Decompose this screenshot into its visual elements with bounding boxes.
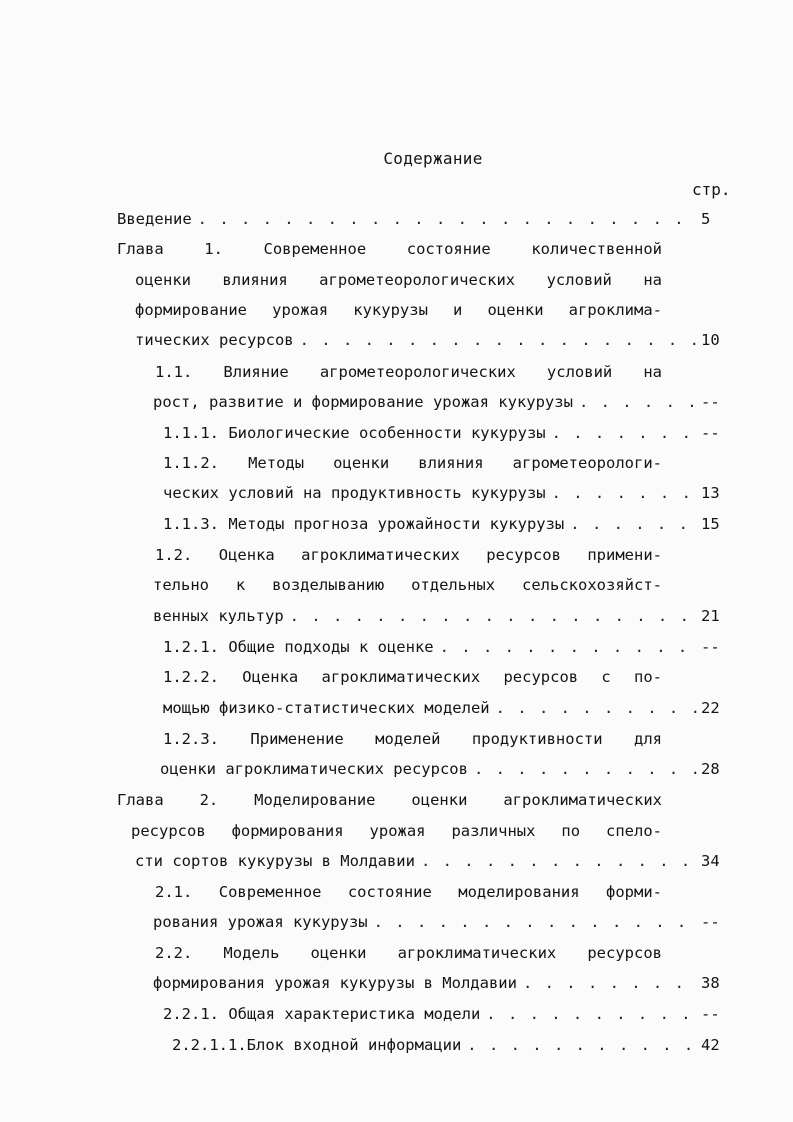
toc-chapter-2-line[interactable]: Глава 2. Моделирование оценки агроклиматических <box>117 791 662 809</box>
toc-entry-1-2-1[interactable] <box>163 634 697 660</box>
dot-leader <box>415 848 697 874</box>
toc-section-2-1-last-line <box>153 909 697 935</box>
dot-leader <box>294 327 697 353</box>
toc-entry-1-2-3-line[interactable]: 1.2.3. Применение моделей продуктивности для <box>163 730 662 748</box>
toc-entry-1-2-3-last-line <box>160 756 697 782</box>
toc-chapter-2-last-line <box>135 848 697 874</box>
toc-entry-text: мощью физико-статистических моделей <box>163 699 490 717</box>
toc-page-number: -- <box>701 913 720 931</box>
toc-page-number: 5 <box>701 210 711 228</box>
toc-section-1-2-line[interactable]: 1.2. Оценка агроклиматических ресурсов примени- <box>155 546 662 564</box>
toc-entry-1-1-2-line[interactable]: 1.1.2. Методы оценки влияния агрометеорологи- <box>163 454 662 472</box>
toc-page-number: 15 <box>701 515 720 533</box>
toc-entry-1-1-1[interactable] <box>163 420 697 446</box>
toc-section-2-2-line[interactable]: 2.2. Модель оценки агроклиматических ресурсов <box>155 944 662 962</box>
toc-page-number: -- <box>701 393 720 411</box>
toc-entry-text: ческих условий на продуктивность кукурузы <box>163 484 546 502</box>
toc-chapter-1-line: оценки влияния агрометеорологических условий на <box>135 271 662 289</box>
dot-leader <box>284 603 697 629</box>
toc-entry-text: 1.1.1. Биологические особенности кукурузы <box>163 424 546 442</box>
toc-entry-1-1-2-last-line <box>163 480 697 506</box>
toc-entry-1-1-3[interactable] <box>163 511 697 537</box>
toc-page-number: 13 <box>701 484 720 502</box>
dot-leader <box>461 1032 697 1058</box>
toc-entry-intro[interactable] <box>117 206 697 232</box>
toc-entry-text: оценки агроклиматических ресурсов <box>160 760 468 778</box>
dot-leader <box>368 909 697 935</box>
toc-entry-text: рования урожая кукурузы <box>153 913 368 931</box>
toc-page-number: -- <box>701 424 720 442</box>
toc-chapter-1-line: формирование урожая кукурузы и оценки агроклима- <box>135 301 662 319</box>
toc-entry-text: венных культур <box>153 607 284 625</box>
toc-section-1-1-line[interactable]: 1.1. Влияние агрометеорологических условий на <box>155 363 662 381</box>
toc-entry-text: тических ресурсов <box>135 331 294 349</box>
dot-leader <box>517 970 697 996</box>
toc-section-1-2-line: тельно к возделыванию отдельных сельскохозяйст- <box>153 576 662 594</box>
dot-leader <box>434 634 697 660</box>
toc-entry-text: Введение <box>117 210 192 228</box>
toc-entry-1-2-2-line[interactable]: 1.2.2. Оценка агроклиматических ресурсов с по- <box>163 668 662 686</box>
toc-section-2-2-last-line <box>153 970 697 996</box>
dot-leader <box>564 511 697 537</box>
toc-entry-text: формирования урожая кукурузы в Молдавии <box>153 974 517 992</box>
toc-page-number: 10 <box>701 331 720 349</box>
toc-entry-text: 1.1.3. Методы прогноза урожайности кукурузы <box>163 515 565 533</box>
dot-leader <box>490 695 697 721</box>
toc-page-number: 42 <box>701 1036 720 1054</box>
toc-entry-text: рост, развитие и формирование урожая кукурузы <box>153 393 573 411</box>
toc-page-number: -- <box>701 638 720 656</box>
toc-section-1-1-last-line <box>153 389 697 415</box>
toc-page-number: 28 <box>701 760 720 778</box>
dot-leader <box>546 420 697 446</box>
toc-chapter-1-last-line <box>135 327 697 353</box>
toc-page-number: 22 <box>701 699 720 717</box>
toc-section-1-2-last-line <box>153 603 697 629</box>
page-title: Содержание <box>383 149 483 168</box>
toc-chapter-1-line[interactable]: Глава 1. Современное состояние количественной <box>117 240 662 258</box>
toc-entry-text: 2.2.1. Общая характеристика модели <box>163 1005 481 1023</box>
toc-entry-1-2-2-last-line <box>163 695 697 721</box>
toc-page-number: 38 <box>701 974 720 992</box>
toc-section-2-1-line[interactable]: 2.1. Современное состояние моделирования форми- <box>155 883 662 901</box>
toc-chapter-2-line: ресурсов формирования урожая различных по спело- <box>131 822 662 840</box>
dot-leader <box>192 206 697 232</box>
toc-entry-text: 1.2.1. Общие подходы к оценке <box>163 638 434 656</box>
dot-leader <box>480 1001 697 1027</box>
page-column-label: стр. <box>692 180 731 199</box>
toc-entry-text: 2.2.1.1.Блок входной информации <box>172 1036 462 1054</box>
dot-leader <box>573 389 697 415</box>
toc-page-number: -- <box>701 1005 720 1023</box>
toc-page-number: 21 <box>701 607 720 625</box>
toc-page-number: 34 <box>701 852 720 870</box>
toc-entry-2-2-1[interactable] <box>163 1001 697 1027</box>
toc-entry-2-2-1-1[interactable] <box>172 1032 697 1058</box>
dot-leader <box>468 756 697 782</box>
dot-leader <box>546 480 697 506</box>
toc-entry-text: сти сортов кукурузы в Молдавии <box>135 852 415 870</box>
